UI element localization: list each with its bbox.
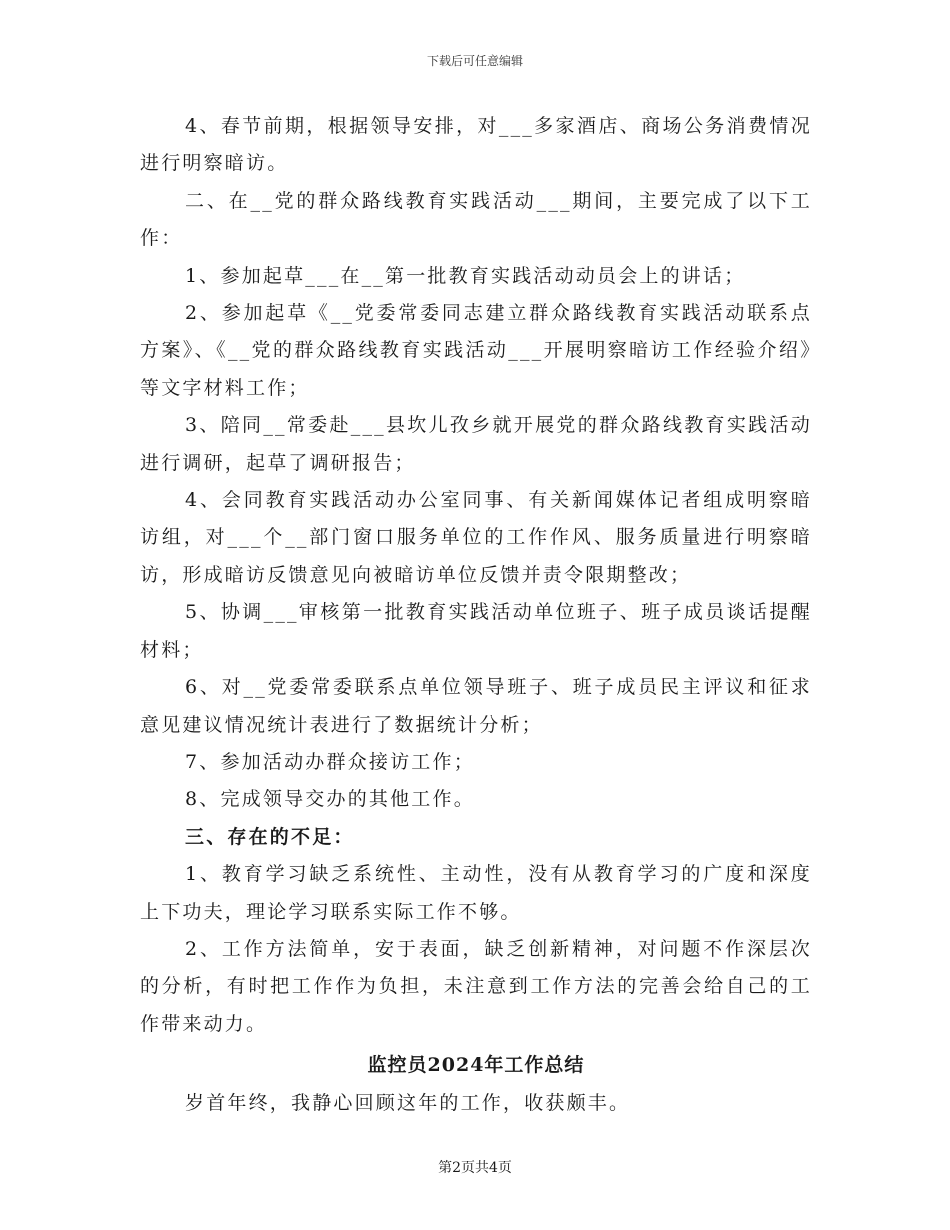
section-heading-shortcomings: 三、存在的不足： (185, 825, 355, 848)
paragraph-shortcoming-1: 1、教育学习缺乏系统性、主动性，没有从教育学习的广度和深度上下功夫，理论学习联系实际工作不够。 (140, 863, 812, 923)
paragraph-section-two: 二、在__党的群众路线教育实践活动___期间，主要完成了以下工作： (140, 189, 812, 250)
page-header-note: 下载后可任意编辑 (426, 54, 523, 68)
paragraph-task-8: 8、完成领导交办的其他工作。 (185, 788, 475, 811)
page-footer: 第2页共4页 (438, 1160, 512, 1176)
paragraph-task-6: 6、对__党委常委联系点单位领导班子、班子成员民主评议和征求意见建议情况统计表进行了数据统计分析； (140, 676, 812, 736)
paragraph-task-4: 4、会同教育实践活动办公室同事、有关新闻媒体记者组成明察暗访组，对___个__部门窗口服务单位的工作作风、服务质量进行明察暗访，形成暗访反馈意见向被暗访单位反馈并责令限期整改； (140, 489, 812, 586)
document-title: 监控员2024年工作总结 (367, 1054, 585, 1077)
paragraph-task-2: 2、参加起草《__党委常委同志建立群众路线教育实践活动联系点方案》、《__党的群众路线教育实践活动___开展明察暗访工作经验介绍》等文字材料工作； (140, 302, 812, 399)
paragraph-item-4-spring: 4、春节前期，根据领导安排，对___多家酒店、商场公务消费情况进行明察暗访。 (140, 115, 812, 175)
paragraph-task-3: 3、陪同__常委赴___县坎儿孜乡就开展党的群众路线教育实践活动进行调研，起草了调研报告； (140, 414, 812, 474)
document-body (140, 108, 812, 1123)
paragraph-task-7: 7、参加活动办群众接访工作； (185, 750, 475, 773)
paragraph-intro: 岁首年终，我静心回顾这年的工作，收获颇丰。 (185, 1092, 631, 1115)
paragraph-shortcoming-2: 2、工作方法简单，安于表面，缺乏创新精神，对问题不作深层次的分析，有时把工作作为负担，未注意到工作方法的完善会给自己的工作带来动力。 (140, 937, 812, 1035)
paragraph-task-5: 5、协调___审核第一批教育实践活动单位班子、班子成员谈话提醒材料； (140, 601, 812, 661)
paragraph-task-1: 1、参加起草___在__第一批教育实践活动动员会上的讲话； (185, 264, 746, 287)
